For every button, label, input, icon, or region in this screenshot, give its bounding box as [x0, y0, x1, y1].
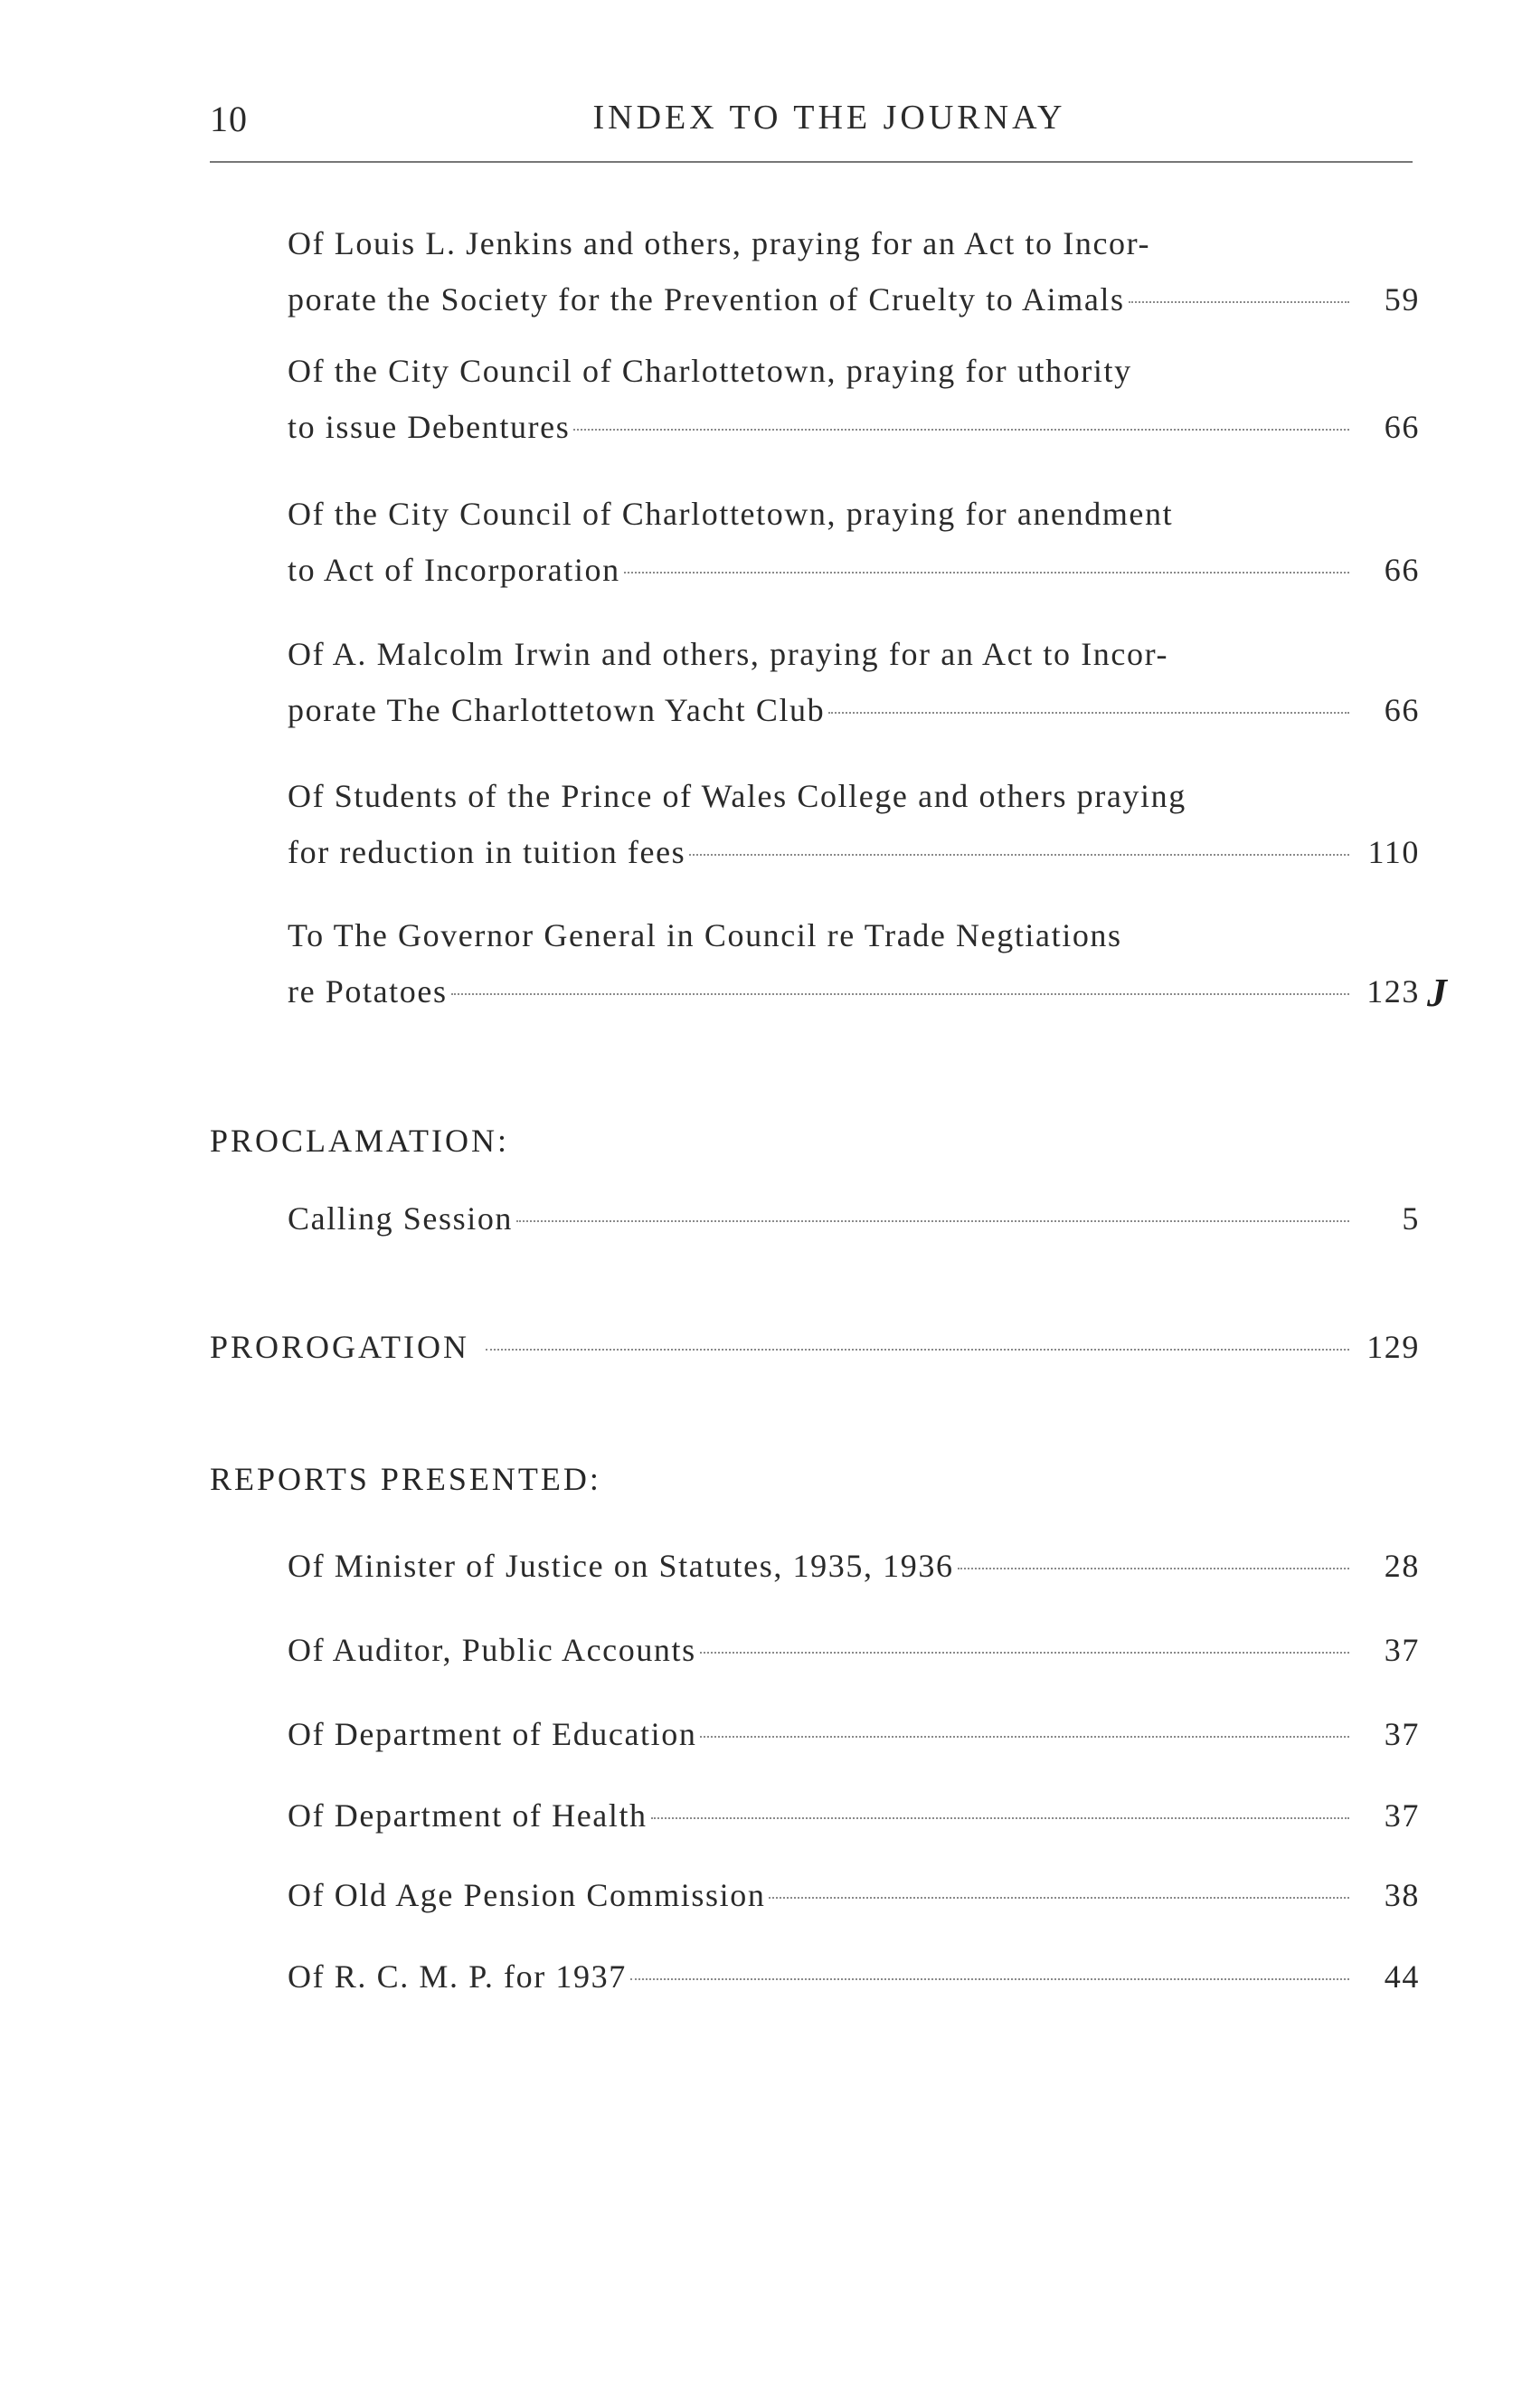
page-reference: 44 — [1384, 1958, 1420, 1995]
section-heading-prorogation — [210, 1328, 1420, 1366]
dot-leader — [630, 1978, 1349, 1980]
page-reference: 37 — [1384, 1797, 1420, 1834]
entry-text-line: To The Governor General in Council re Trade Negtiations — [288, 917, 1122, 953]
page-number: 10 — [210, 99, 248, 139]
page-reference: 66 — [1384, 692, 1420, 728]
entry-text-line: porate The Charlottetown Yacht Club — [288, 692, 826, 728]
header-rule — [210, 161, 1413, 163]
dot-leader — [486, 1349, 1349, 1351]
dot-leader — [700, 1736, 1349, 1738]
entry-last-line — [288, 1787, 1420, 1844]
page-reference: 59 — [1384, 281, 1420, 318]
entry-text-line: Of R. C. M. P. for 1937 — [288, 1958, 627, 1995]
entry-text-line: Calling Session — [288, 1200, 514, 1237]
handwritten-check-mark: J — [1427, 971, 1447, 1015]
dot-leader — [689, 854, 1349, 856]
entry-text-line: for reduction in tuition fees — [288, 834, 686, 870]
dot-leader — [451, 993, 1349, 995]
index-entry — [288, 1787, 1420, 1844]
entry-last-line — [288, 682, 1420, 738]
page-reference: 110 — [1367, 834, 1420, 870]
index-entry — [288, 768, 1420, 880]
entry-last-line — [288, 963, 1420, 1019]
dot-leader — [1129, 301, 1349, 303]
entry-text-line: Of Louis L. Jenkins and others, praying for an Act to Incor- — [288, 225, 1151, 261]
entry-text-line: porate the Society for the Prevention of Cruelty to Aimals — [288, 281, 1125, 318]
index-entry — [288, 626, 1420, 738]
running-title: INDEX TO THE JOURNAY — [592, 99, 1066, 137]
page-reference: 37 — [1384, 1716, 1420, 1752]
dot-leader — [624, 572, 1349, 574]
entry-text-line: Of the City Council of Charlottetown, praying for anendment — [288, 496, 1174, 532]
page-reference: 5 — [1402, 1200, 1420, 1237]
dot-leader — [828, 712, 1349, 714]
page-reference: 38 — [1384, 1877, 1420, 1913]
entry-text-line: Of Minister of Justice on Statutes, 1935, 1936 — [288, 1548, 954, 1584]
entry-text-line: Of Department of Education — [288, 1716, 697, 1752]
dot-leader — [516, 1220, 1349, 1222]
index-entry — [288, 486, 1420, 598]
dot-leader — [651, 1817, 1349, 1819]
entry-text-line: to Act of Incorporation — [288, 552, 620, 588]
entry-last-line — [288, 399, 1420, 455]
entry-text-line: re Potatoes — [288, 973, 448, 1010]
dot-leader — [958, 1568, 1349, 1569]
entry-last-line — [288, 1622, 1420, 1678]
entry-last-line — [288, 1190, 1420, 1247]
dot-leader — [769, 1897, 1349, 1899]
page-header — [210, 98, 1413, 152]
entry-last-line — [288, 271, 1420, 327]
page-reference: 37 — [1384, 1632, 1420, 1668]
page-reference: 123 — [1366, 973, 1420, 1010]
index-entry — [288, 1867, 1420, 1923]
entry-last-line — [288, 1867, 1420, 1923]
entry-text-line: Of Auditor, Public Accounts — [288, 1632, 696, 1668]
dot-leader — [700, 1652, 1349, 1654]
section-heading-proclamation: PROCLAMATION: — [210, 1123, 510, 1159]
entry-text-line: to issue Debentures — [288, 409, 571, 445]
index-entry — [288, 1948, 1420, 2005]
page-reference: 129 — [1366, 1329, 1420, 1365]
entry-text-line: Of A. Malcolm Irwin and others, praying for an Act to Incor- — [288, 636, 1169, 672]
index-entry — [288, 1190, 1420, 1247]
section-heading-text: PROROGATION — [210, 1329, 470, 1365]
page-reference: 66 — [1384, 552, 1420, 588]
entry-text-line: Of Students of the Prince of Wales College and others praying — [288, 778, 1186, 814]
section-heading-reports: REPORTS PRESENTED: — [210, 1461, 601, 1497]
page-reference: 66 — [1384, 409, 1420, 445]
index-entry — [288, 215, 1420, 327]
entry-text-line: Of the City Council of Charlottetown, praying for uthority — [288, 353, 1132, 389]
dot-leader — [573, 429, 1349, 431]
entry-text-line: Of Department of Health — [288, 1797, 648, 1834]
entry-last-line — [288, 1538, 1420, 1594]
entry-last-line — [288, 1948, 1420, 2005]
index-entry — [288, 1706, 1420, 1762]
entry-last-line — [288, 542, 1420, 598]
index-entry — [288, 1538, 1420, 1594]
page-reference: 28 — [1384, 1548, 1420, 1584]
index-entry — [288, 343, 1420, 455]
index-entry — [288, 907, 1420, 1019]
entry-text-line: Of Old Age Pension Commission — [288, 1877, 766, 1913]
entry-last-line — [288, 824, 1420, 880]
entry-last-line — [288, 1706, 1420, 1762]
index-entry — [288, 1622, 1420, 1678]
